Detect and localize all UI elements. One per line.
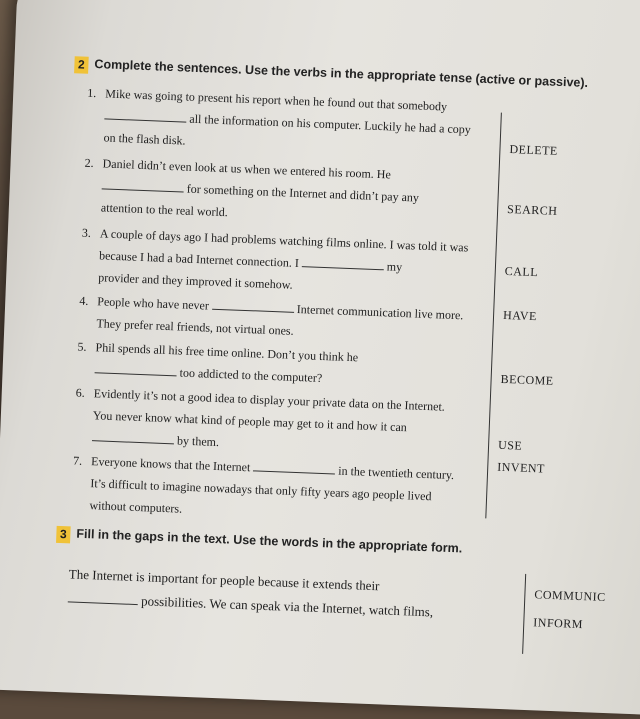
sentence-text: possibilities. We can speak via the Internet, watch films, (140, 593, 434, 620)
sentence-line: without computers. (89, 498, 183, 516)
item-number: 3. (81, 225, 92, 240)
verb-call: CALL (504, 263, 539, 280)
exercise-number: 2 (74, 56, 89, 74)
exercise-instruction: Complete the sentences. Use the verbs in the appropriate tense (active or passive). (94, 57, 589, 90)
sentence-line: Mike was going to present his report when he found out that somebody (105, 86, 448, 114)
exercise-number: 3 (56, 526, 71, 544)
item-number: 2. (84, 155, 94, 171)
verb-search: SEARCH (506, 201, 558, 218)
answer-blank[interactable] (104, 104, 187, 122)
exercise-3-text (52, 556, 640, 663)
sentence-line: Phil spends all his free time online. Don’t you think he (95, 340, 359, 365)
sentence-line: on the flash disk. (103, 130, 186, 148)
sentence-line: You never know what kind of people may get to it and how it can (92, 408, 408, 435)
word-inform: INFORM (533, 615, 584, 632)
answer-blank[interactable] (102, 174, 185, 192)
verb-have: HAVE (502, 307, 538, 324)
answer-blank[interactable] (92, 426, 175, 444)
text-line: The Internet is important for people because it extends their (68, 566, 380, 594)
exercise-2-items (57, 80, 640, 541)
sentence-text: People who have never (97, 294, 210, 313)
sentence-line: A couple of days ago I had problems watching films online. I was told it was (99, 226, 469, 255)
sentence-line: Evidently it’s not a good idea to display your private data on the Internet. (93, 386, 446, 414)
sentence-text: all the information on his computer. Luckily he had a copy (189, 111, 472, 137)
verb-invent: INVENT (497, 459, 546, 476)
page-content (52, 54, 640, 662)
verb-become: BECOME (500, 371, 554, 388)
item-number: 6. (75, 385, 86, 400)
sentence-text: my (386, 259, 403, 274)
sentence-text: Everyone knows that the Internet (90, 454, 251, 475)
answer-blank[interactable] (95, 358, 178, 376)
word-communicate: COMMUNIC (534, 587, 606, 605)
exercise-instruction: Fill in the gaps in the text. Use the words in the appropriate form. (76, 526, 463, 556)
sentence-text: Internet communication live more. (296, 301, 464, 323)
item-number: 7. (72, 453, 83, 468)
sentence-text: in the twentieth century. (338, 463, 455, 483)
column-divider (522, 574, 526, 654)
sentence-text: too addicted to the computer? (179, 365, 323, 385)
answer-blank[interactable] (212, 295, 295, 313)
sentence-text: by them. (176, 433, 220, 450)
item-number: 4. (79, 293, 89, 308)
verb-delete: DELETE (509, 142, 559, 158)
item-number: 5. (77, 339, 87, 354)
item-number: 1. (87, 85, 97, 101)
sentence-text: because I had a bad Internet connection. I (98, 248, 300, 270)
verb-use: USE (497, 437, 523, 453)
sentence-line: It’s difficult to imagine nowadays that only fifty years ago people lived (90, 476, 432, 504)
sentence-line: They prefer real friends, not virtual ones. (96, 316, 294, 338)
answer-blank[interactable] (68, 587, 139, 605)
sentence-line: attention to the real world. (100, 200, 229, 220)
answer-blank[interactable] (302, 252, 385, 270)
sentence-line: provider and they improved it somehow. (97, 270, 293, 292)
sentence-text: for something on the Internet and didn’t pay any (186, 181, 420, 205)
sentence-line: Daniel didn’t even look at us when we entered his room. He (102, 156, 392, 182)
answer-blank[interactable] (253, 456, 336, 474)
